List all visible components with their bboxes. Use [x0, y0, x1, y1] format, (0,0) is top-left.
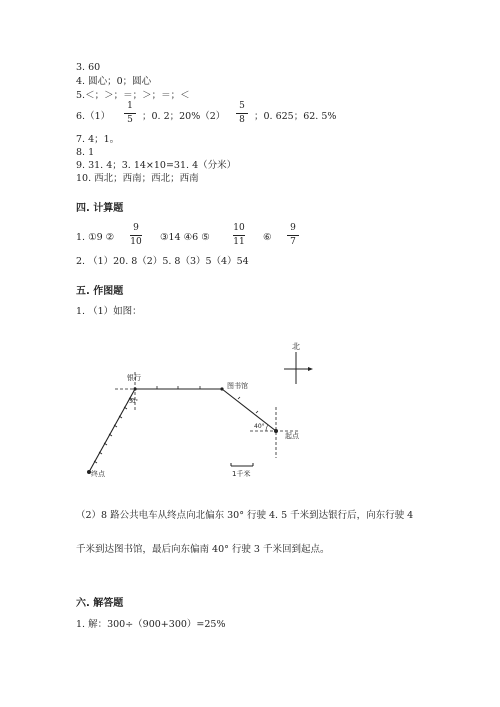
start-label: 起点: [285, 432, 299, 440]
answer-6-mid: ；0. 2；20%（2）: [142, 111, 226, 122]
answer-8: 8. 1: [76, 147, 95, 158]
north-label: 北: [292, 342, 300, 351]
north-arrow: [284, 352, 313, 384]
section-5-q1: 1. （1）如图：: [76, 306, 142, 317]
route-path: [89, 389, 276, 472]
answer-7: 7. 4；1。: [76, 134, 120, 145]
fraction-denominator: 11: [233, 237, 245, 247]
angle-40-label: 40°: [254, 423, 265, 430]
fraction-numerator: 9: [290, 223, 296, 233]
section-5-description-line-2: 千米到达图书馆，最后向东偏南 40° 行驶 3 千米回到起点。: [76, 544, 330, 555]
answer-4: 4. 圆心；0；圆心: [76, 76, 152, 87]
section-4-title: 四. 计算题: [76, 203, 124, 214]
answer-5: 5.＜；＞；＝；＞；＝；＜: [76, 90, 190, 101]
section-5-title: 五. 作图题: [76, 286, 124, 297]
fraction-numerator: 5: [239, 101, 245, 111]
answer-6-prefix: 6.（1）: [76, 111, 111, 122]
fraction-numerator: 10: [233, 223, 245, 233]
scale-label: 1千米: [232, 470, 251, 478]
section-6-q1: 1. 解：300÷（900+300）=25%: [76, 619, 226, 630]
library-label: 图书馆: [227, 382, 248, 390]
answer-3: 3. 60: [76, 62, 101, 73]
start-point-marker: [274, 429, 278, 433]
answer-6-suffix: ；0. 625；62. 5%: [254, 111, 337, 122]
fraction-denominator: 8: [239, 115, 245, 125]
fraction-numerator: 1: [127, 101, 133, 111]
scale-bar: [231, 463, 253, 466]
fraction-denominator: 7: [290, 237, 296, 247]
angle-30-label: 30°: [129, 399, 138, 405]
library-marker: [220, 387, 223, 390]
bank-marker: [133, 387, 136, 390]
bank-label: 银行: [127, 374, 141, 382]
fraction-denominator: 10: [130, 237, 142, 247]
answer-10: 10. 西北；西南；西北；西南: [76, 173, 199, 184]
end-label: 终点: [91, 470, 105, 478]
q1-prefix: 1. ①9 ②: [76, 232, 115, 243]
section-4-q2: 2. （1）20. 8（2）5. 8（3）5（4）54: [76, 256, 249, 267]
q1-mid2: ⑥: [263, 232, 272, 243]
answer-9: 9. 31. 4；3. 14×10=31. 4（分米）: [76, 160, 237, 171]
section-6-title: 六. 解答题: [76, 598, 124, 609]
fraction-denominator: 5: [127, 115, 133, 125]
q1-mid: ③14 ④6 ⑤: [160, 232, 210, 243]
fraction-numerator: 9: [133, 223, 139, 233]
section-5-description-line-1: （2）8 路公共电车从终点向北偏东 30° 行驶 4. 5 千米到达银行后，向东行驶 4: [76, 510, 414, 521]
